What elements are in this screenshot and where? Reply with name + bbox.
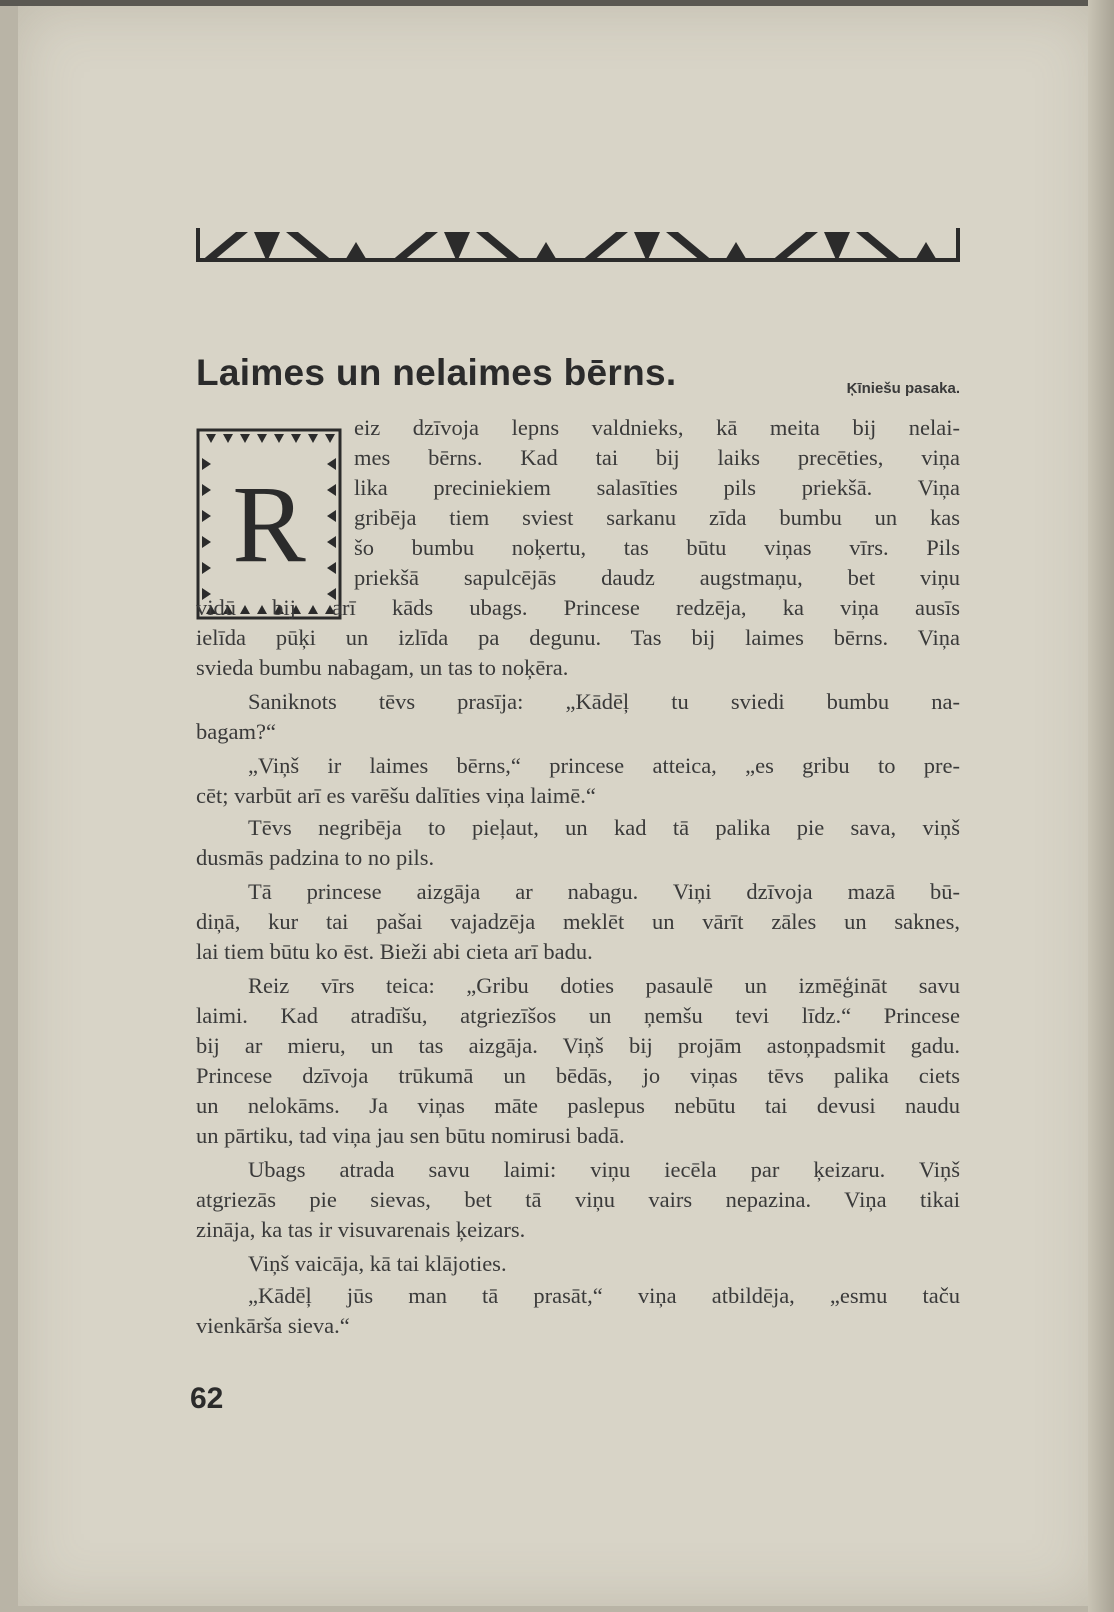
text-line: bij ar mieru, un tas aizgāja. Viņš bij projām astoņpadsmit gadu.	[196, 1033, 960, 1058]
text-line: atgriezās pie sievas, bet tā viņu vairs nepazina. Viņa tikai	[196, 1187, 960, 1212]
text-line: Princese dzīvoja trūkumā un bēdās, jo viņas tēvs palika ciets	[196, 1063, 960, 1088]
text-line: ielīda pūķi un izlīda pa degunu. Tas bij laimes bērns. Viņa	[196, 625, 960, 650]
text-line: lai tiem būtu ko ēst. Bieži abi cieta arī badu.	[196, 939, 593, 964]
text-line: svieda bumbu nabagam, un tas to noķēra.	[196, 655, 569, 680]
text-line: Tā princese aizgāja ar nabagu. Viņi dzīvoja mazā bū-	[248, 879, 960, 904]
text-line: eiz dzīvoja lepns valdnieks, kā meita bij nelai-	[354, 415, 960, 440]
text-line: šo bumbu noķertu, tas būtu viņas vīrs. Pils	[354, 535, 960, 560]
text-line: priekšā sapulcējās daudz augstmaņu, bet viņu	[354, 565, 960, 590]
text-line: lika preciniekiem salasīties pils priekšā. Viņa	[354, 475, 960, 500]
text-line: Saniknots tēvs prasīja: „Kādēļ tu sviedi bumbu na-	[248, 689, 960, 714]
drop-cap	[196, 428, 342, 620]
text-line: laimi. Kad atradīšu, atgriezīšos un ņemšu tevi līdz.“ Princese	[196, 1003, 960, 1028]
text-line: „Viņš ir laimes bērns,“ princese atteica, „es gribu to pre-	[248, 753, 960, 778]
page-right-edge	[1088, 0, 1114, 1612]
text-line: zināja, ka tas ir visuvarenais ķeizars.	[196, 1217, 526, 1242]
text-line: Reiz vīrs teica: „Gribu doties pasaulē un izmēģināt savu	[248, 973, 960, 998]
text-line: mes bērns. Kad tai bij laiks precēties, viņa	[354, 445, 960, 470]
text-line: bagam?“	[196, 719, 276, 744]
text-line: Viņš vaicāja, kā tai klājoties.	[248, 1251, 507, 1276]
text-line: gribēja tiem sviest sarkanu zīda bumbu un kas	[354, 505, 960, 530]
text-line: Ubags atrada savu laimi: viņu iecēla par ķeizaru. Viņš	[248, 1157, 960, 1182]
decorative-border-ornament	[196, 228, 960, 264]
text-line: dusmās padzina to no pils.	[196, 845, 435, 870]
text-line: „Kādēļ jūs man tā prasāt,“ viņa atbildēja, „esmu taču	[248, 1283, 960, 1308]
text-line: un pārtiku, tad viņa jau sen būtu nomirusi badā.	[196, 1123, 625, 1148]
text-line: Tēvs negribēja to pieļaut, un kad tā palika pie sava, viņš	[248, 815, 960, 840]
heading-row	[196, 352, 960, 400]
text-line: vidū bij arī kāds ubags. Princese redzēja, ka viņa ausīs	[196, 595, 960, 620]
text-line: vienkārša sieva.“	[196, 1313, 350, 1338]
text-line: cēt; varbūt arī es varēšu dalīties viņa laimē.“	[196, 783, 596, 808]
text-line: diņā, kur tai pašai vajadzēja meklēt un vārīt zāles un saknes,	[196, 909, 960, 934]
story-title: Laimes un nelaimes bērns.	[196, 352, 677, 393]
story-subtitle: Ķīniešu pasaka.	[846, 380, 960, 397]
text-line: un nelokāms. Ja viņas māte paslepus nebūtu tai devusi naudu	[196, 1093, 960, 1118]
page-number: 62	[190, 1382, 224, 1415]
drop-cap-letter: R	[232, 463, 306, 585]
